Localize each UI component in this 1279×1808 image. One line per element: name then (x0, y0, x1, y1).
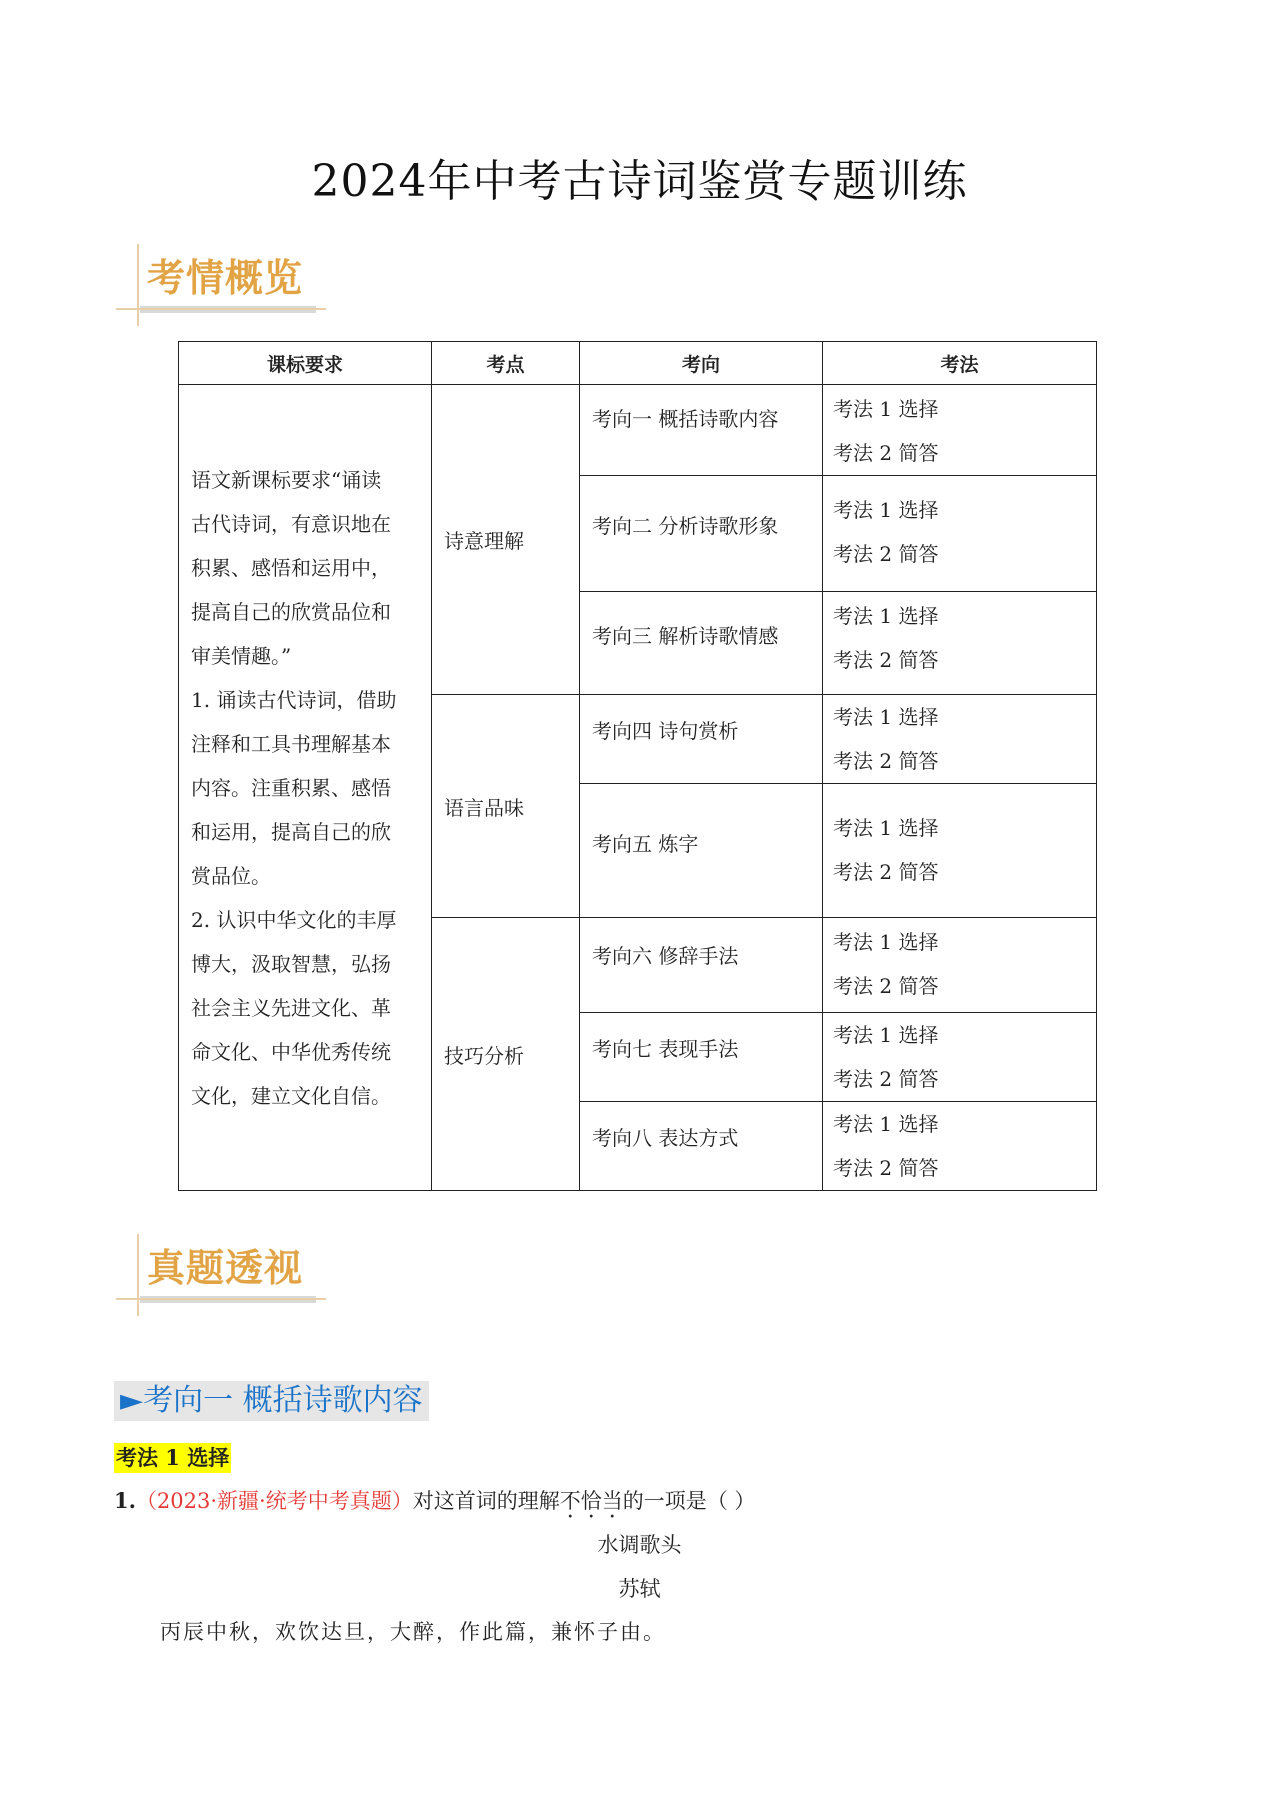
table-row (179, 385, 1097, 476)
emphasis-char: 当 (601, 1489, 623, 1513)
question-number: 1. (114, 1488, 136, 1513)
method-short-answer: 考法 2 简答 (833, 749, 939, 773)
requirement-line: 文化，建立文化自信。 (191, 1083, 391, 1108)
question-text-end: 的一项是（ ） (622, 1489, 756, 1513)
header-point: 考点 (432, 342, 580, 385)
method-choice: 考法 1 选择 (833, 930, 939, 954)
direction-cell: 考向五 炼字 (580, 784, 823, 918)
method-choice: 考法 1 选择 (833, 397, 939, 421)
method-cell (823, 592, 1097, 695)
requirement-line: 博大，汲取智慧，弘扬 (191, 951, 391, 976)
method-choice: 考法 1 选择 (833, 1023, 939, 1047)
section-title: 真题透视 (147, 1246, 304, 1290)
requirement-line: 2. 认识中华文化的丰厚 (191, 907, 397, 932)
method-choice: 考法 1 选择 (833, 604, 939, 628)
requirement-line: 命文化、中华优秀传统 (191, 1039, 391, 1064)
point-cell: 技巧分析 (432, 918, 580, 1191)
header-requirement: 课标要求 (179, 342, 432, 385)
section-title: 考情概览 (147, 256, 304, 300)
direction-cell: 考向二 分析诗歌形象 (580, 476, 823, 592)
requirement-line: 1. 诵读古代诗词，借助 (191, 687, 397, 712)
method-cell (823, 385, 1097, 476)
direction-cell: 考向八 表达方式 (580, 1102, 823, 1191)
requirement-line: 注释和工具书理解基本 (191, 731, 391, 756)
direction-cell: 考向七 表现手法 (580, 1013, 823, 1102)
emphasis-char: 恰 (580, 1489, 602, 1513)
requirement-line: 语文新课标要求“诵读 (191, 467, 382, 492)
decor-horizontal-line (116, 1298, 326, 1300)
question-source: （2023·新疆·统考中考真题） (135, 1489, 413, 1513)
decor-vertical-line (137, 244, 139, 326)
direction-cell: 考向一 概括诗歌内容 (580, 385, 823, 476)
method-cell (823, 695, 1097, 784)
method-short-answer: 考法 2 简答 (833, 860, 939, 884)
requirement-line: 赏品位。 (191, 863, 271, 888)
method-cell (823, 784, 1097, 918)
requirement-cell (179, 385, 432, 1191)
requirement-line: 提高自己的欣赏品位和 (191, 599, 391, 624)
table-header-row (179, 342, 1097, 385)
direction-cell: 考向六 修辞手法 (580, 918, 823, 1013)
decor-vertical-line (137, 1234, 139, 1316)
method-cell (823, 476, 1097, 592)
direction-banner: ►考向一 概括诗歌内容 (114, 1381, 429, 1421)
method-cell (823, 1102, 1097, 1191)
document-title: 2024年中考古诗词鉴赏专题训练 (311, 156, 968, 207)
method-cell (823, 1013, 1097, 1102)
section-header-real-questions (116, 1234, 326, 1324)
requirement-line: 古代诗词，有意识地在 (191, 511, 391, 536)
question-line (114, 1486, 755, 1516)
requirement-line: 审美情趣。” (191, 643, 292, 668)
point-cell: 语言品味 (432, 695, 580, 918)
method-short-answer: 考法 2 简答 (833, 648, 939, 672)
method-short-answer: 考法 2 简答 (833, 1067, 939, 1091)
method-cell (823, 918, 1097, 1013)
question-text: 对这首词的理解 (412, 1489, 560, 1513)
overview-table (178, 341, 1097, 1191)
requirement-line: 社会主义先进文化、革 (191, 995, 391, 1020)
header-method: 考法 (823, 342, 1097, 385)
method-short-answer: 考法 2 简答 (833, 1156, 939, 1180)
method-short-answer: 考法 2 简答 (833, 542, 939, 566)
emphasis-char: 不 (559, 1489, 581, 1513)
method-choice: 考法 1 选择 (833, 705, 939, 729)
section-header-overview (116, 244, 326, 334)
method-choice: 考法 1 选择 (833, 498, 939, 522)
method-choice: 考法 1 选择 (833, 1112, 939, 1136)
method-choice: 考法 1 选择 (833, 816, 939, 840)
requirement-line: 积累、感悟和运用中， (191, 555, 391, 580)
method-short-answer: 考法 2 简答 (833, 974, 939, 998)
requirement-line: 内容。注重积累、感悟 (191, 775, 391, 800)
header-direction: 考向 (580, 342, 823, 385)
decor-horizontal-line (116, 308, 326, 310)
direction-cell: 考向三 解析诗歌情感 (580, 592, 823, 695)
method-short-answer: 考法 2 简答 (833, 441, 939, 465)
poem-author: 苏轼 (618, 1577, 661, 1601)
poem-preface: 丙辰中秋，欢饮达旦，大醉，作此篇，兼怀子由。 (160, 1620, 666, 1644)
requirement-line: 和运用，提高自己的欣 (191, 819, 391, 844)
method-tag: 考法 1 选择 (114, 1443, 231, 1473)
direction-cell: 考向四 诗句赏析 (580, 695, 823, 784)
point-cell: 诗意理解 (432, 385, 580, 695)
poem-title: 水调歌头 (597, 1533, 682, 1557)
